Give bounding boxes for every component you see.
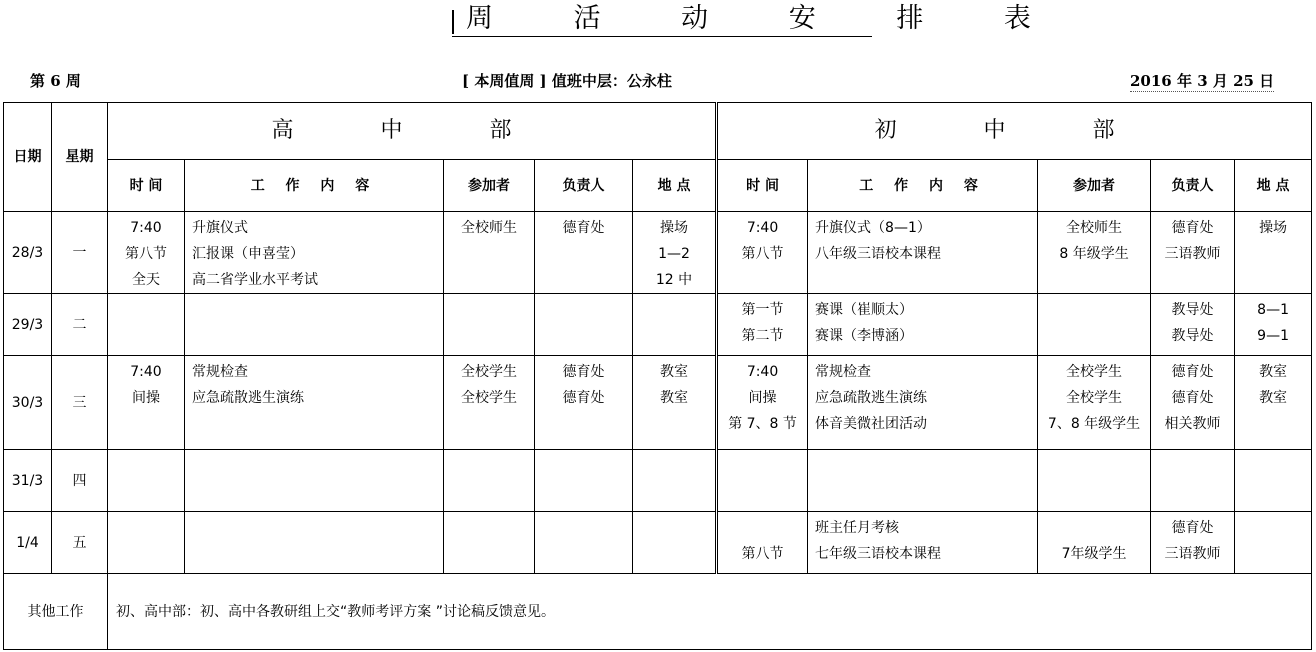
junior-participants-line: 全校师生 (1066, 220, 1123, 236)
senior-content-line: 汇报课（申喜莹） (192, 246, 304, 262)
senior-place-line: 教室 (660, 390, 689, 406)
junior-leader-line: 三语教师 (1164, 246, 1221, 262)
senior-participants-line: 全校学生 (461, 390, 517, 406)
senior-participants-cell (444, 212, 535, 294)
title-text: 周 活 动 安 排 表 (466, 3, 1067, 34)
senior-content-line: 高二省学业水平考试 (192, 272, 318, 288)
table-row (4, 450, 1312, 512)
row-date: 31/3 (4, 450, 52, 512)
junior-leader-cell (1151, 356, 1235, 450)
senior-place-line: 1—2 (658, 246, 690, 262)
header-junior-participants: 参加者 (1038, 160, 1151, 212)
junior-place-cell (1235, 212, 1312, 294)
junior-time-line: 第二节 (741, 328, 784, 344)
junior-time-line: 第一节 (741, 302, 784, 318)
header-senior-place: 地 点 (633, 160, 717, 212)
junior-content-line: 赛课（李博涵） (815, 328, 914, 344)
header-junior-place: 地 点 (1235, 160, 1312, 212)
junior-participants-line: 7、8 年级学生 (1047, 416, 1141, 432)
junior-leader-line: 德育处 (1171, 390, 1214, 406)
junior-participants-line: 全校学生 (1066, 364, 1123, 380)
document-date: 2016 年 3 月 25 日 (1130, 72, 1275, 90)
title-bar-decoration (452, 10, 454, 34)
junior-place-cell (1235, 294, 1312, 356)
row-date: 29/3 (4, 294, 52, 356)
junior-time-cell (717, 512, 808, 574)
header-senior-leader: 负责人 (535, 160, 633, 212)
senior-time-cell (108, 512, 185, 574)
junior-participants-cell (1038, 512, 1151, 574)
junior-content-cell (808, 450, 1038, 512)
junior-participants-cell (1038, 294, 1151, 356)
senior-participants-line: 全校学生 (461, 364, 517, 380)
junior-leader-cell (1151, 512, 1235, 574)
senior-time-line: 第八节 (125, 246, 167, 262)
junior-time-line: 7:40 (746, 220, 779, 236)
week-number: 第 6 周 (30, 72, 81, 90)
junior-content-line: 升旗仪式（8—1） (815, 220, 931, 236)
row-weekday: 一 (52, 212, 108, 294)
junior-participants-cell (1038, 450, 1151, 512)
senior-time-cell (108, 356, 185, 450)
junior-place-line: 8—1 (1257, 302, 1289, 318)
junior-time-cell (717, 294, 808, 356)
junior-place-line: 9—1 (1257, 328, 1289, 344)
junior-place-cell (1235, 450, 1312, 512)
duty-info: [ 本周值周 ] 值班中层：公永柱 (462, 72, 672, 90)
senior-place-line: 12 中 (655, 272, 693, 288)
senior-leader-cell (535, 512, 633, 574)
junior-leader-line: 教导处 (1171, 328, 1214, 344)
senior-leader-line: 德育处 (562, 220, 605, 236)
senior-time-line: 全天 (132, 272, 160, 288)
junior-leader-cell (1151, 212, 1235, 294)
senior-time-line: 7:40 (130, 220, 162, 236)
junior-content-cell (808, 212, 1038, 294)
senior-participants-line: 全校师生 (461, 220, 517, 236)
junior-leader-line: 三语教师 (1164, 546, 1221, 562)
junior-place-line: 操场 (1259, 220, 1288, 236)
junior-content-line: 应急疏散逃生演练 (815, 390, 928, 406)
junior-time-line: 第 7、8 节 (728, 416, 797, 432)
junior-place-cell (1235, 512, 1312, 574)
other-work-row (4, 574, 1312, 650)
junior-content-cell (808, 294, 1038, 356)
junior-time-line: 7:40 (746, 364, 779, 380)
junior-leader-cell (1151, 294, 1235, 356)
senior-place-line: 操场 (660, 220, 689, 236)
senior-content-line: 升旗仪式 (192, 220, 248, 236)
header-senior-dept: 高 中 部 (108, 103, 717, 160)
junior-time-line: 第八节 (741, 246, 784, 262)
junior-content-line: 赛课（崔顺太） (815, 302, 914, 318)
senior-place-cell (633, 212, 717, 294)
senior-time-cell (108, 294, 185, 356)
senior-participants-cell (444, 356, 535, 450)
junior-time-cell (717, 356, 808, 450)
junior-participants-line: 7年级学生 (1061, 546, 1127, 562)
junior-content-cell (808, 512, 1038, 574)
header-date: 日期 (4, 103, 52, 212)
header-junior-content: 工 作 内 容 (808, 160, 1038, 212)
table-row (4, 294, 1312, 356)
junior-leader-line: 相关教师 (1164, 416, 1221, 432)
junior-participants-line (1038, 515, 1150, 541)
senior-content-cell (185, 356, 444, 450)
junior-leader-line: 德育处 (1171, 220, 1214, 236)
header-junior-time: 时 间 (717, 160, 808, 212)
senior-leader-cell (535, 450, 633, 512)
header-junior-leader: 负责人 (1151, 160, 1235, 212)
senior-participants-cell (444, 450, 535, 512)
header-senior-time: 时 间 (108, 160, 185, 212)
junior-participants-cell (1038, 212, 1151, 294)
junior-participants-line: 全校学生 (1066, 390, 1123, 406)
senior-leader-cell (535, 212, 633, 294)
junior-place-line: 教室 (1259, 364, 1288, 380)
table-row (4, 512, 1312, 574)
senior-leader-cell (535, 294, 633, 356)
table-row (4, 212, 1312, 294)
row-weekday: 四 (52, 450, 108, 512)
senior-leader-cell (535, 356, 633, 450)
senior-content-cell (185, 512, 444, 574)
junior-place-line: 教室 (1259, 390, 1288, 406)
senior-content-cell (185, 212, 444, 294)
junior-content-line: 七年级三语校本课程 (815, 546, 942, 562)
senior-content-line: 应急疏散逃生演练 (192, 390, 304, 406)
junior-time-line: 第八节 (741, 546, 784, 562)
junior-leader-line: 德育处 (1171, 364, 1214, 380)
senior-content-cell (185, 450, 444, 512)
senior-participants-cell (444, 512, 535, 574)
row-date: 1/4 (4, 512, 52, 574)
junior-time-cell (717, 212, 808, 294)
row-weekday: 三 (52, 356, 108, 450)
senior-place-line: 教室 (660, 364, 689, 380)
row-date: 28/3 (4, 212, 52, 294)
schedule-table (3, 102, 1312, 650)
junior-leader-line: 德育处 (1171, 520, 1214, 536)
header-senior-content: 工 作 内 容 (185, 160, 444, 212)
junior-participants-cell (1038, 356, 1151, 450)
row-date: 30/3 (4, 356, 52, 450)
junior-place-cell (1235, 356, 1312, 450)
senior-leader-line: 德育处 (562, 390, 605, 406)
junior-time-cell (717, 450, 808, 512)
other-work-text: 初、高中部：初、高中各教研组上交“教师考评方案 ”讨论稿反馈意见。 (108, 574, 1312, 650)
junior-participants-line: 8 年级学生 (1059, 246, 1129, 262)
junior-time-line: 间操 (748, 390, 777, 406)
senior-time-line: 间操 (132, 390, 160, 406)
junior-content-line: 体音美微社团活动 (815, 416, 928, 432)
junior-leader-cell (1151, 450, 1235, 512)
senior-place-cell (633, 512, 717, 574)
other-work-label: 其他工作 (4, 574, 108, 650)
page-title (452, 2, 1067, 37)
senior-place-cell (633, 450, 717, 512)
senior-leader-line: 德育处 (562, 364, 605, 380)
header-senior-participants: 参加者 (444, 160, 535, 212)
senior-content-line: 常规检查 (192, 364, 248, 380)
table-row (4, 356, 1312, 450)
senior-time-cell (108, 212, 185, 294)
senior-participants-cell (444, 294, 535, 356)
senior-place-cell (633, 294, 717, 356)
junior-content-line: 班主任月考核 (815, 520, 900, 536)
row-weekday: 五 (52, 512, 108, 574)
header-junior-dept: 初 中 部 (717, 103, 1312, 160)
junior-time-line (718, 515, 807, 541)
senior-time-cell (108, 450, 185, 512)
senior-content-cell (185, 294, 444, 356)
junior-leader-line: 教导处 (1171, 302, 1214, 318)
row-weekday: 二 (52, 294, 108, 356)
junior-content-cell (808, 356, 1038, 450)
junior-content-line: 八年级三语校本课程 (815, 246, 942, 262)
senior-place-cell (633, 356, 717, 450)
senior-time-line: 7:40 (130, 364, 162, 380)
header-weekday: 星期 (52, 103, 108, 212)
junior-content-line: 常规检查 (815, 364, 872, 380)
